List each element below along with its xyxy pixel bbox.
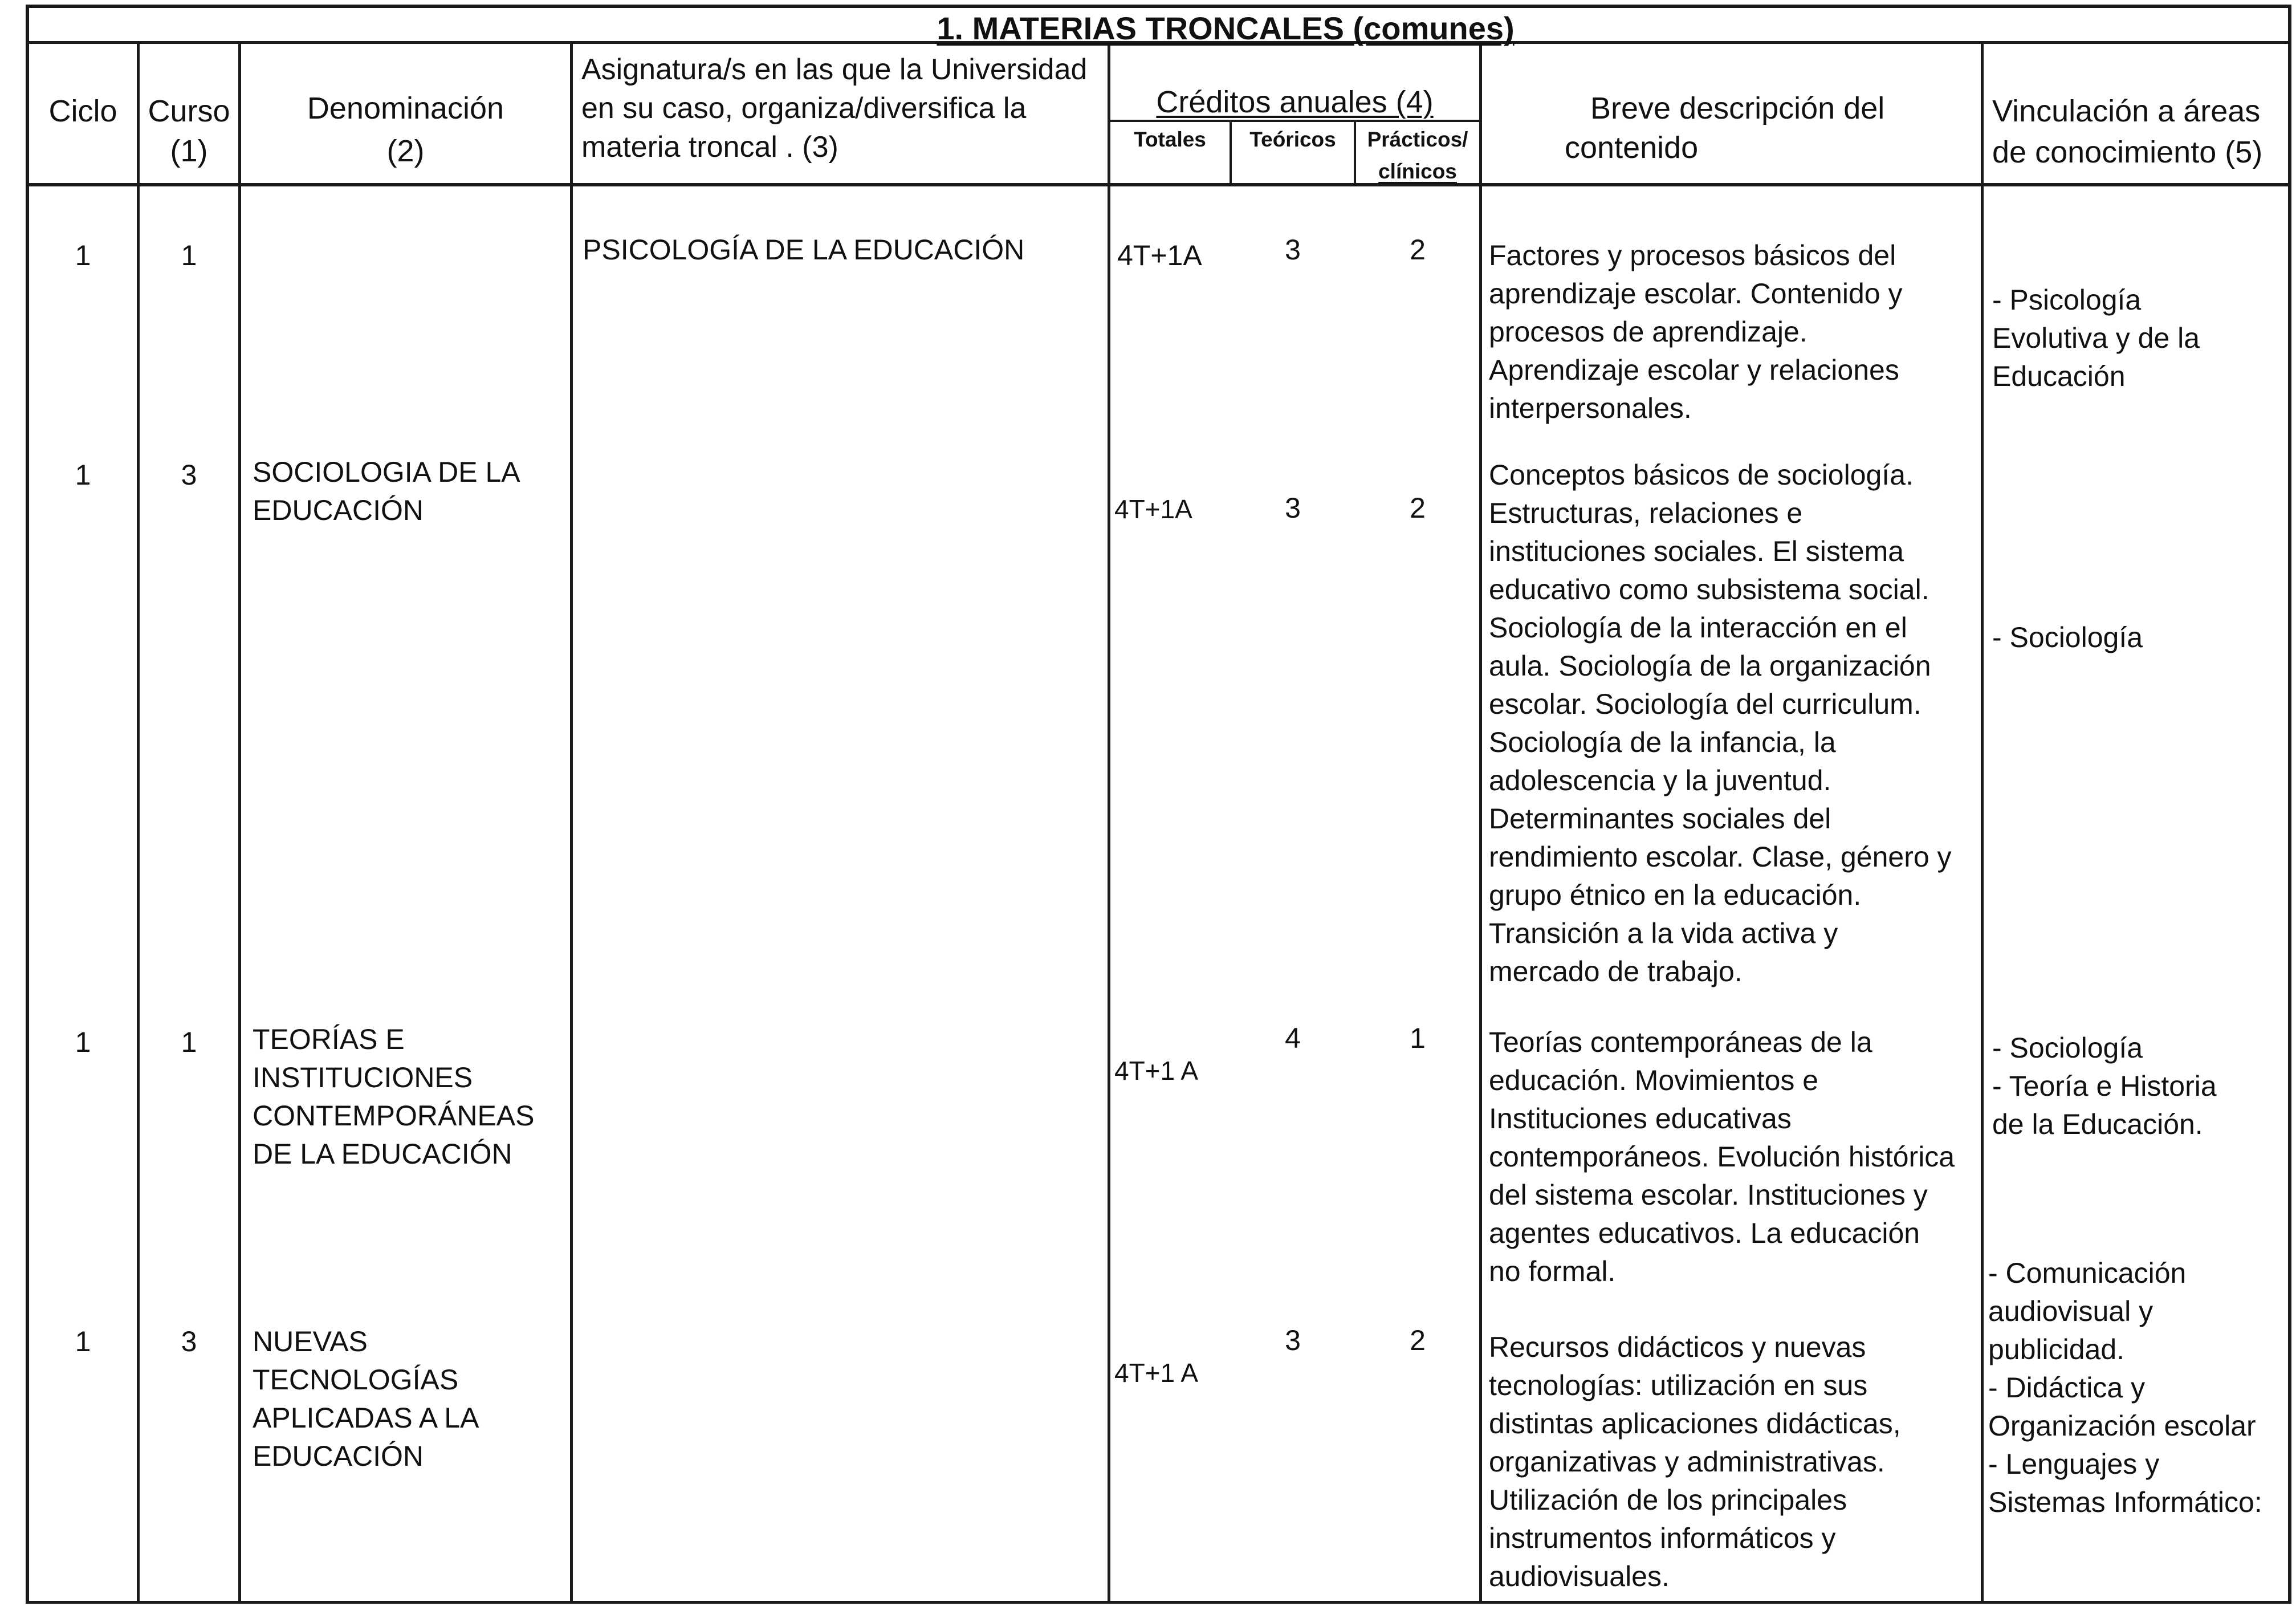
table-top-border — [26, 5, 2291, 8]
row3-curso: 1 — [181, 1026, 197, 1058]
row1-totales: 4T+1A — [1117, 239, 1202, 271]
header-denominacion: Denominación — [307, 91, 504, 125]
header-creditos: Créditos anuales (4) — [1156, 85, 1434, 119]
row4-denominacion: NUEVAS TECNOLOGÍAS APLICADAS A LA EDUCACIÓN — [253, 1326, 479, 1472]
row3-ciclo: 1 — [75, 1026, 91, 1058]
header-practicos: Prácticos/ — [1367, 128, 1468, 151]
row2-curso: 3 — [181, 459, 197, 491]
col-border-creditos — [1479, 41, 1482, 1604]
row2-teoricos: 3 — [1285, 492, 1301, 524]
col-border-ciclo — [137, 41, 140, 1604]
row4-ciclo: 1 — [75, 1326, 91, 1357]
row3-denominacion: TEORÍAS E INSTITUCIONES CONTEMPORÁNEAS DE LA EDUCACIÓN — [253, 1023, 535, 1170]
row4-curso: 3 — [181, 1326, 197, 1357]
row3-practicos: 1 — [1410, 1022, 1426, 1054]
header-asignatura: Asignatura/s en las que la Universidad en su caso, organiza/diversifica la materia troncal . (3) — [581, 53, 1088, 164]
row2-ciclo: 1 — [75, 459, 91, 491]
table-title: 1. MATERIAS TRONCALES (comunes) — [937, 10, 1515, 46]
row2-denominacion: SOCIOLOGIA DE LA EDUCACIÓN — [253, 456, 520, 526]
row1-curso: 1 — [181, 239, 197, 271]
row4-practicos: 2 — [1410, 1324, 1426, 1356]
header-ciclo: Ciclo — [48, 94, 117, 128]
header-denominacion-note: (2) — [386, 134, 425, 168]
row3-teoricos: 4 — [1285, 1022, 1301, 1054]
header-vinculacion: Vinculación a áreas — [1992, 94, 2261, 128]
header-curso: Curso — [148, 94, 230, 128]
creditos-subrule — [1109, 120, 1482, 122]
header-descripcion: Breve descripción del — [1590, 91, 1885, 125]
col-border-denominacion — [570, 41, 573, 1604]
row1-ciclo: 1 — [75, 239, 91, 271]
header-vinculacion-2: de conocimiento (5) — [1992, 135, 2263, 169]
row4-teoricos: 3 — [1285, 1324, 1301, 1356]
row1-asignatura: PSICOLOGÍA DE LA EDUCACIÓN — [583, 234, 1025, 266]
row2-totales: 4T+1A — [1114, 494, 1192, 524]
col-border-curso — [238, 41, 241, 1604]
header-descripcion-2: contenido — [1565, 131, 1699, 165]
row1-practicos: 2 — [1410, 234, 1426, 266]
row4-totales: 4T+1 A — [1114, 1358, 1199, 1388]
header-bottom-rule — [26, 183, 2291, 186]
row1-teoricos: 3 — [1285, 234, 1301, 266]
row3-totales: 4T+1 A — [1114, 1056, 1199, 1085]
header-curso-note: (1) — [170, 134, 208, 168]
col-border-right — [2288, 5, 2291, 1604]
row1-vinculacion: - Psicología Evolutiva y de la Educación — [1992, 284, 2200, 392]
row4-vinculacion: - Comunicación audiovisual y publicidad. - Didáctica y Organización escolar - Lenguajes y Sistemas Informático: — [1988, 1257, 2262, 1518]
header-totales: Totales — [1134, 128, 1206, 151]
row2-practicos: 2 — [1410, 492, 1426, 524]
header-teoricos: Teóricos — [1249, 128, 1336, 151]
row3-vinculacion: - Sociología - Teoría e Historia de la Educación. — [1992, 1032, 2217, 1140]
row2-vinculacion: - Sociología — [1992, 621, 2143, 653]
row1-descripcion: Factores y procesos básicos del aprendizaje escolar. Contenido y procesos de aprendizaje. Aprendizaje escolar y relaciones interpersonales. — [1489, 239, 1903, 424]
table-bottom-border — [26, 1601, 2291, 1604]
col-border-asignatura — [1108, 41, 1110, 1604]
row2-descripcion: Conceptos básicos de sociología. Estructuras, relaciones e instituciones sociales. El sistema educativo como subsistema social. Sociología de la interacción en el aula. Sociología de la organización escolar. Sociología del curriculum. Sociología de la infancia, la adolescencia y la juventud. Determinantes sociales del rendimiento escolar. Clase, género y grupo étnico en la educación. Transición a la vida activa y mercado de trabajo. — [1489, 459, 1952, 987]
row4-descripcion: Recursos didácticos y nuevas tecnologías: utilización en sus distintas aplicaciones didácticas, organizativas y administrativas. Utilización de los principales instrumentos informáticos y audiovisuales. — [1489, 1331, 1901, 1592]
row3-descripcion: Teorías contemporáneas de la educación. Movimientos e Instituciones educativas contemporáneos. Evolución histórica del sistema escolar. Instituciones y agentes educativos. La educación no formal. — [1489, 1026, 1955, 1287]
header-clinicos: clínicos — [1378, 160, 1457, 183]
col-border-descripcion — [1981, 41, 1984, 1604]
